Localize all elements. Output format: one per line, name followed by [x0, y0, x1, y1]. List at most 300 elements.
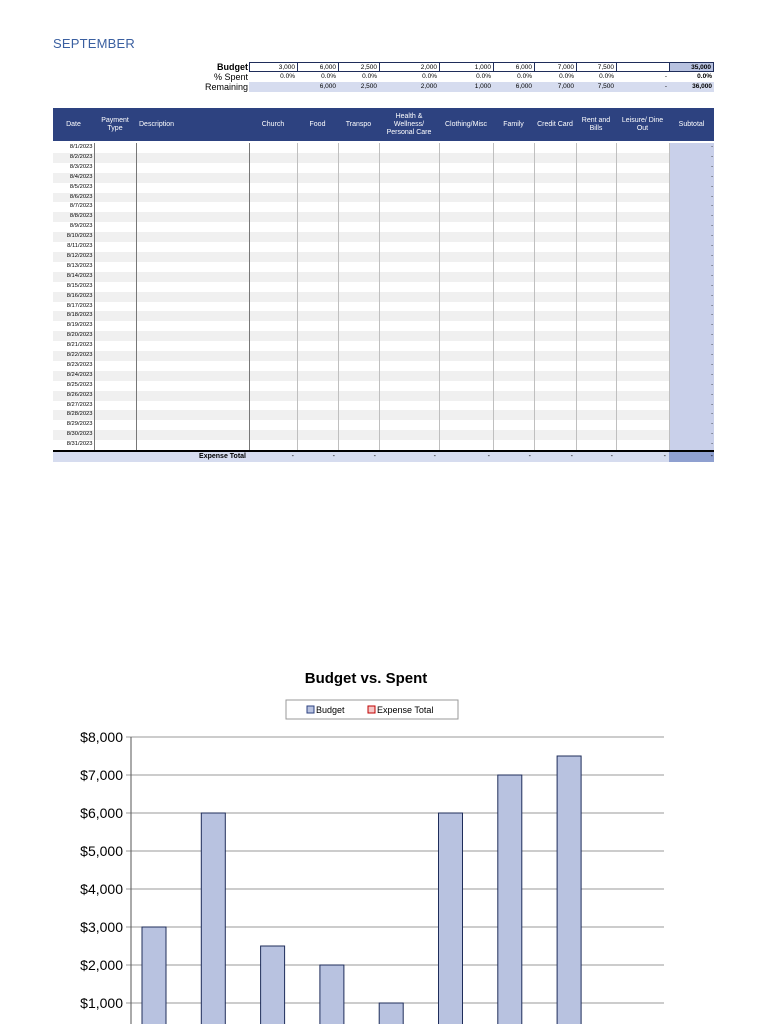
amount-cell[interactable] [439, 440, 493, 451]
amount-cell[interactable] [297, 341, 338, 351]
amount-cell[interactable] [534, 351, 576, 361]
amount-cell[interactable] [616, 193, 669, 203]
amount-cell[interactable] [379, 311, 439, 321]
amount-cell[interactable] [338, 391, 379, 401]
amount-cell[interactable] [576, 331, 616, 341]
amount-cell[interactable] [297, 401, 338, 411]
date-cell[interactable]: 8/24/2023 [53, 371, 94, 381]
amount-cell[interactable] [493, 222, 534, 232]
payment-type-cell[interactable] [94, 153, 136, 163]
payment-type-cell[interactable] [94, 272, 136, 282]
amount-cell[interactable] [379, 302, 439, 312]
budget-cell[interactable]: 7,000 [534, 62, 576, 72]
payment-type-cell[interactable] [94, 391, 136, 401]
amount-cell[interactable] [338, 311, 379, 321]
amount-cell[interactable] [616, 252, 669, 262]
amount-cell[interactable] [576, 381, 616, 391]
amount-cell[interactable] [534, 272, 576, 282]
amount-cell[interactable] [297, 440, 338, 451]
date-cell[interactable]: 8/8/2023 [53, 212, 94, 222]
date-cell[interactable]: 8/18/2023 [53, 311, 94, 321]
amount-cell[interactable] [297, 331, 338, 341]
date-cell[interactable]: 8/4/2023 [53, 173, 94, 183]
amount-cell[interactable] [534, 321, 576, 331]
amount-cell[interactable] [379, 193, 439, 203]
amount-cell[interactable] [379, 371, 439, 381]
amount-cell[interactable] [439, 142, 493, 153]
amount-cell[interactable] [338, 430, 379, 440]
amount-cell[interactable] [249, 361, 297, 371]
date-cell[interactable]: 8/14/2023 [53, 272, 94, 282]
amount-cell[interactable] [493, 430, 534, 440]
payment-type-cell[interactable] [94, 282, 136, 292]
amount-cell[interactable] [534, 302, 576, 312]
payment-type-cell[interactable] [94, 262, 136, 272]
amount-cell[interactable] [576, 153, 616, 163]
amount-cell[interactable] [249, 262, 297, 272]
col-header[interactable]: Description [136, 108, 249, 142]
amount-cell[interactable] [534, 252, 576, 262]
date-cell[interactable]: 8/29/2023 [53, 420, 94, 430]
date-cell[interactable]: 8/15/2023 [53, 282, 94, 292]
amount-cell[interactable] [297, 242, 338, 252]
payment-type-cell[interactable] [94, 311, 136, 321]
amount-cell[interactable] [338, 341, 379, 351]
date-cell[interactable]: 8/9/2023 [53, 222, 94, 232]
amount-cell[interactable] [576, 420, 616, 430]
amount-cell[interactable] [379, 173, 439, 183]
amount-cell[interactable] [534, 381, 576, 391]
col-header[interactable]: Subtotal [669, 108, 714, 142]
description-cell[interactable] [136, 321, 249, 331]
description-cell[interactable] [136, 222, 249, 232]
payment-type-cell[interactable] [94, 222, 136, 232]
amount-cell[interactable] [534, 232, 576, 242]
date-cell[interactable]: 8/30/2023 [53, 430, 94, 440]
amount-cell[interactable] [616, 153, 669, 163]
amount-cell[interactable] [379, 381, 439, 391]
budget-cell[interactable]: 2,000 [379, 62, 439, 72]
payment-type-cell[interactable] [94, 371, 136, 381]
amount-cell[interactable] [534, 371, 576, 381]
amount-cell[interactable] [338, 193, 379, 203]
date-cell[interactable]: 8/26/2023 [53, 391, 94, 401]
amount-cell[interactable] [576, 341, 616, 351]
amount-cell[interactable] [616, 321, 669, 331]
amount-cell[interactable] [439, 302, 493, 312]
amount-cell[interactable] [439, 420, 493, 430]
amount-cell[interactable] [379, 440, 439, 451]
payment-type-cell[interactable] [94, 202, 136, 212]
amount-cell[interactable] [493, 163, 534, 173]
amount-cell[interactable] [338, 242, 379, 252]
description-cell[interactable] [136, 292, 249, 302]
amount-cell[interactable] [576, 282, 616, 292]
amount-cell[interactable] [379, 351, 439, 361]
amount-cell[interactable] [493, 371, 534, 381]
description-cell[interactable] [136, 311, 249, 321]
amount-cell[interactable] [297, 410, 338, 420]
amount-cell[interactable] [493, 252, 534, 262]
amount-cell[interactable] [493, 341, 534, 351]
payment-type-cell[interactable] [94, 232, 136, 242]
amount-cell[interactable] [576, 262, 616, 272]
description-cell[interactable] [136, 153, 249, 163]
amount-cell[interactable] [493, 183, 534, 193]
amount-cell[interactable] [297, 430, 338, 440]
payment-type-cell[interactable] [94, 302, 136, 312]
col-header[interactable]: Leisure/ Dine Out [616, 108, 669, 142]
amount-cell[interactable] [379, 401, 439, 411]
amount-cell[interactable] [534, 242, 576, 252]
payment-type-cell[interactable] [94, 193, 136, 203]
amount-cell[interactable] [616, 292, 669, 302]
description-cell[interactable] [136, 252, 249, 262]
amount-cell[interactable] [297, 222, 338, 232]
date-cell[interactable]: 8/6/2023 [53, 193, 94, 203]
amount-cell[interactable] [493, 282, 534, 292]
budget-cell[interactable]: 6,000 [297, 62, 338, 72]
payment-type-cell[interactable] [94, 401, 136, 411]
amount-cell[interactable] [297, 292, 338, 302]
amount-cell[interactable] [249, 173, 297, 183]
amount-cell[interactable] [534, 311, 576, 321]
amount-cell[interactable] [439, 212, 493, 222]
description-cell[interactable] [136, 282, 249, 292]
amount-cell[interactable] [493, 410, 534, 420]
amount-cell[interactable] [534, 410, 576, 420]
payment-type-cell[interactable] [94, 341, 136, 351]
amount-cell[interactable] [576, 391, 616, 401]
budget-cell[interactable]: 2,500 [338, 62, 379, 72]
amount-cell[interactable] [576, 142, 616, 153]
amount-cell[interactable] [439, 272, 493, 282]
amount-cell[interactable] [338, 262, 379, 272]
amount-cell[interactable] [439, 391, 493, 401]
amount-cell[interactable] [249, 202, 297, 212]
amount-cell[interactable] [249, 440, 297, 451]
amount-cell[interactable] [439, 371, 493, 381]
amount-cell[interactable] [338, 163, 379, 173]
amount-cell[interactable] [297, 381, 338, 391]
amount-cell[interactable] [379, 252, 439, 262]
amount-cell[interactable] [576, 430, 616, 440]
amount-cell[interactable] [576, 242, 616, 252]
date-cell[interactable]: 8/20/2023 [53, 331, 94, 341]
amount-cell[interactable] [493, 381, 534, 391]
col-header[interactable]: Rent and Bills [576, 108, 616, 142]
amount-cell[interactable] [338, 183, 379, 193]
amount-cell[interactable] [493, 193, 534, 203]
payment-type-cell[interactable] [94, 410, 136, 420]
amount-cell[interactable] [338, 381, 379, 391]
amount-cell[interactable] [338, 232, 379, 242]
amount-cell[interactable] [439, 341, 493, 351]
description-cell[interactable] [136, 262, 249, 272]
amount-cell[interactable] [297, 262, 338, 272]
amount-cell[interactable] [297, 183, 338, 193]
col-header[interactable]: Clothing/Misc [439, 108, 493, 142]
amount-cell[interactable] [379, 183, 439, 193]
amount-cell[interactable] [249, 272, 297, 282]
amount-cell[interactable] [616, 440, 669, 451]
amount-cell[interactable] [249, 341, 297, 351]
amount-cell[interactable] [576, 222, 616, 232]
amount-cell[interactable] [249, 193, 297, 203]
amount-cell[interactable] [616, 311, 669, 321]
budget-cell[interactable]: 1,000 [439, 62, 493, 72]
amount-cell[interactable] [616, 302, 669, 312]
amount-cell[interactable] [493, 142, 534, 153]
amount-cell[interactable] [576, 371, 616, 381]
description-cell[interactable] [136, 193, 249, 203]
amount-cell[interactable] [534, 212, 576, 222]
date-cell[interactable]: 8/25/2023 [53, 381, 94, 391]
payment-type-cell[interactable] [94, 430, 136, 440]
payment-type-cell[interactable] [94, 212, 136, 222]
amount-cell[interactable] [439, 282, 493, 292]
amount-cell[interactable] [439, 193, 493, 203]
description-cell[interactable] [136, 401, 249, 411]
amount-cell[interactable] [297, 391, 338, 401]
amount-cell[interactable] [249, 430, 297, 440]
amount-cell[interactable] [249, 292, 297, 302]
amount-cell[interactable] [338, 173, 379, 183]
amount-cell[interactable] [297, 272, 338, 282]
amount-cell[interactable] [338, 361, 379, 371]
amount-cell[interactable] [439, 222, 493, 232]
amount-cell[interactable] [439, 331, 493, 341]
amount-cell[interactable] [439, 410, 493, 420]
date-cell[interactable]: 8/2/2023 [53, 153, 94, 163]
amount-cell[interactable] [493, 321, 534, 331]
amount-cell[interactable] [534, 440, 576, 451]
amount-cell[interactable] [493, 272, 534, 282]
amount-cell[interactable] [439, 262, 493, 272]
payment-type-cell[interactable] [94, 292, 136, 302]
payment-type-cell[interactable] [94, 381, 136, 391]
amount-cell[interactable] [297, 173, 338, 183]
amount-cell[interactable] [576, 302, 616, 312]
amount-cell[interactable] [616, 222, 669, 232]
amount-cell[interactable] [249, 153, 297, 163]
amount-cell[interactable] [616, 430, 669, 440]
amount-cell[interactable] [616, 371, 669, 381]
amount-cell[interactable] [379, 292, 439, 302]
amount-cell[interactable] [576, 173, 616, 183]
budget-cell[interactable] [616, 62, 669, 72]
date-cell[interactable]: 8/11/2023 [53, 242, 94, 252]
amount-cell[interactable] [439, 430, 493, 440]
amount-cell[interactable] [616, 262, 669, 272]
description-cell[interactable] [136, 302, 249, 312]
amount-cell[interactable] [576, 202, 616, 212]
date-cell[interactable]: 8/28/2023 [53, 410, 94, 420]
amount-cell[interactable] [297, 193, 338, 203]
amount-cell[interactable] [534, 420, 576, 430]
amount-cell[interactable] [493, 311, 534, 321]
amount-cell[interactable] [338, 222, 379, 232]
amount-cell[interactable] [379, 282, 439, 292]
payment-type-cell[interactable] [94, 252, 136, 262]
amount-cell[interactable] [297, 163, 338, 173]
date-cell[interactable]: 8/21/2023 [53, 341, 94, 351]
col-header[interactable]: Date [53, 108, 94, 142]
amount-cell[interactable] [534, 361, 576, 371]
date-cell[interactable]: 8/19/2023 [53, 321, 94, 331]
amount-cell[interactable] [379, 142, 439, 153]
amount-cell[interactable] [616, 242, 669, 252]
amount-cell[interactable] [616, 381, 669, 391]
amount-cell[interactable] [338, 321, 379, 331]
col-header[interactable]: Payment Type [94, 108, 136, 142]
col-header[interactable]: Credit Card [534, 108, 576, 142]
description-cell[interactable] [136, 331, 249, 341]
date-cell[interactable]: 8/16/2023 [53, 292, 94, 302]
payment-type-cell[interactable] [94, 420, 136, 430]
amount-cell[interactable] [534, 331, 576, 341]
amount-cell[interactable] [297, 321, 338, 331]
amount-cell[interactable] [297, 302, 338, 312]
amount-cell[interactable] [439, 351, 493, 361]
amount-cell[interactable] [534, 341, 576, 351]
amount-cell[interactable] [297, 212, 338, 222]
amount-cell[interactable] [616, 212, 669, 222]
budget-cell[interactable]: 7,500 [576, 62, 616, 72]
amount-cell[interactable] [439, 252, 493, 262]
description-cell[interactable] [136, 371, 249, 381]
amount-cell[interactable] [493, 153, 534, 163]
amount-cell[interactable] [249, 331, 297, 341]
amount-cell[interactable] [379, 212, 439, 222]
amount-cell[interactable] [616, 361, 669, 371]
amount-cell[interactable] [616, 232, 669, 242]
amount-cell[interactable] [616, 410, 669, 420]
date-cell[interactable]: 8/27/2023 [53, 401, 94, 411]
payment-type-cell[interactable] [94, 163, 136, 173]
amount-cell[interactable] [576, 311, 616, 321]
date-cell[interactable]: 8/12/2023 [53, 252, 94, 262]
amount-cell[interactable] [534, 183, 576, 193]
description-cell[interactable] [136, 183, 249, 193]
amount-cell[interactable] [534, 163, 576, 173]
amount-cell[interactable] [576, 321, 616, 331]
amount-cell[interactable] [534, 193, 576, 203]
payment-type-cell[interactable] [94, 331, 136, 341]
date-cell[interactable]: 8/13/2023 [53, 262, 94, 272]
amount-cell[interactable] [493, 242, 534, 252]
amount-cell[interactable] [439, 401, 493, 411]
amount-cell[interactable] [249, 242, 297, 252]
description-cell[interactable] [136, 430, 249, 440]
amount-cell[interactable] [338, 142, 379, 153]
description-cell[interactable] [136, 440, 249, 451]
amount-cell[interactable] [379, 272, 439, 282]
description-cell[interactable] [136, 391, 249, 401]
amount-cell[interactable] [249, 222, 297, 232]
payment-type-cell[interactable] [94, 361, 136, 371]
amount-cell[interactable] [439, 292, 493, 302]
amount-cell[interactable] [534, 173, 576, 183]
description-cell[interactable] [136, 410, 249, 420]
amount-cell[interactable] [534, 142, 576, 153]
amount-cell[interactable] [297, 420, 338, 430]
amount-cell[interactable] [534, 202, 576, 212]
payment-type-cell[interactable] [94, 440, 136, 451]
amount-cell[interactable] [297, 153, 338, 163]
amount-cell[interactable] [576, 401, 616, 411]
amount-cell[interactable] [576, 351, 616, 361]
payment-type-cell[interactable] [94, 173, 136, 183]
amount-cell[interactable] [493, 391, 534, 401]
amount-cell[interactable] [576, 361, 616, 371]
amount-cell[interactable] [249, 321, 297, 331]
amount-cell[interactable] [439, 163, 493, 173]
description-cell[interactable] [136, 212, 249, 222]
amount-cell[interactable] [493, 351, 534, 361]
amount-cell[interactable] [379, 163, 439, 173]
description-cell[interactable] [136, 361, 249, 371]
amount-cell[interactable] [379, 331, 439, 341]
amount-cell[interactable] [439, 311, 493, 321]
amount-cell[interactable] [534, 292, 576, 302]
amount-cell[interactable] [338, 282, 379, 292]
amount-cell[interactable] [249, 183, 297, 193]
amount-cell[interactable] [616, 282, 669, 292]
amount-cell[interactable] [616, 420, 669, 430]
amount-cell[interactable] [534, 262, 576, 272]
amount-cell[interactable] [439, 242, 493, 252]
amount-cell[interactable] [338, 351, 379, 361]
amount-cell[interactable] [379, 242, 439, 252]
amount-cell[interactable] [338, 440, 379, 451]
amount-cell[interactable] [616, 331, 669, 341]
amount-cell[interactable] [439, 183, 493, 193]
amount-cell[interactable] [616, 202, 669, 212]
amount-cell[interactable] [379, 430, 439, 440]
amount-cell[interactable] [338, 153, 379, 163]
amount-cell[interactable] [493, 262, 534, 272]
amount-cell[interactable] [616, 341, 669, 351]
amount-cell[interactable] [493, 361, 534, 371]
amount-cell[interactable] [379, 262, 439, 272]
amount-cell[interactable] [493, 173, 534, 183]
amount-cell[interactable] [493, 302, 534, 312]
amount-cell[interactable] [338, 371, 379, 381]
amount-cell[interactable] [439, 153, 493, 163]
amount-cell[interactable] [249, 391, 297, 401]
description-cell[interactable] [136, 163, 249, 173]
date-cell[interactable]: 8/7/2023 [53, 202, 94, 212]
amount-cell[interactable] [338, 212, 379, 222]
amount-cell[interactable] [439, 381, 493, 391]
amount-cell[interactable] [249, 351, 297, 361]
date-cell[interactable]: 8/22/2023 [53, 351, 94, 361]
amount-cell[interactable] [534, 391, 576, 401]
date-cell[interactable]: 8/3/2023 [53, 163, 94, 173]
amount-cell[interactable] [379, 391, 439, 401]
amount-cell[interactable] [493, 331, 534, 341]
amount-cell[interactable] [338, 302, 379, 312]
amount-cell[interactable] [616, 142, 669, 153]
amount-cell[interactable] [338, 292, 379, 302]
col-header[interactable]: Church [249, 108, 297, 142]
amount-cell[interactable] [493, 440, 534, 451]
payment-type-cell[interactable] [94, 321, 136, 331]
description-cell[interactable] [136, 341, 249, 351]
amount-cell[interactable] [249, 381, 297, 391]
amount-cell[interactable] [576, 232, 616, 242]
